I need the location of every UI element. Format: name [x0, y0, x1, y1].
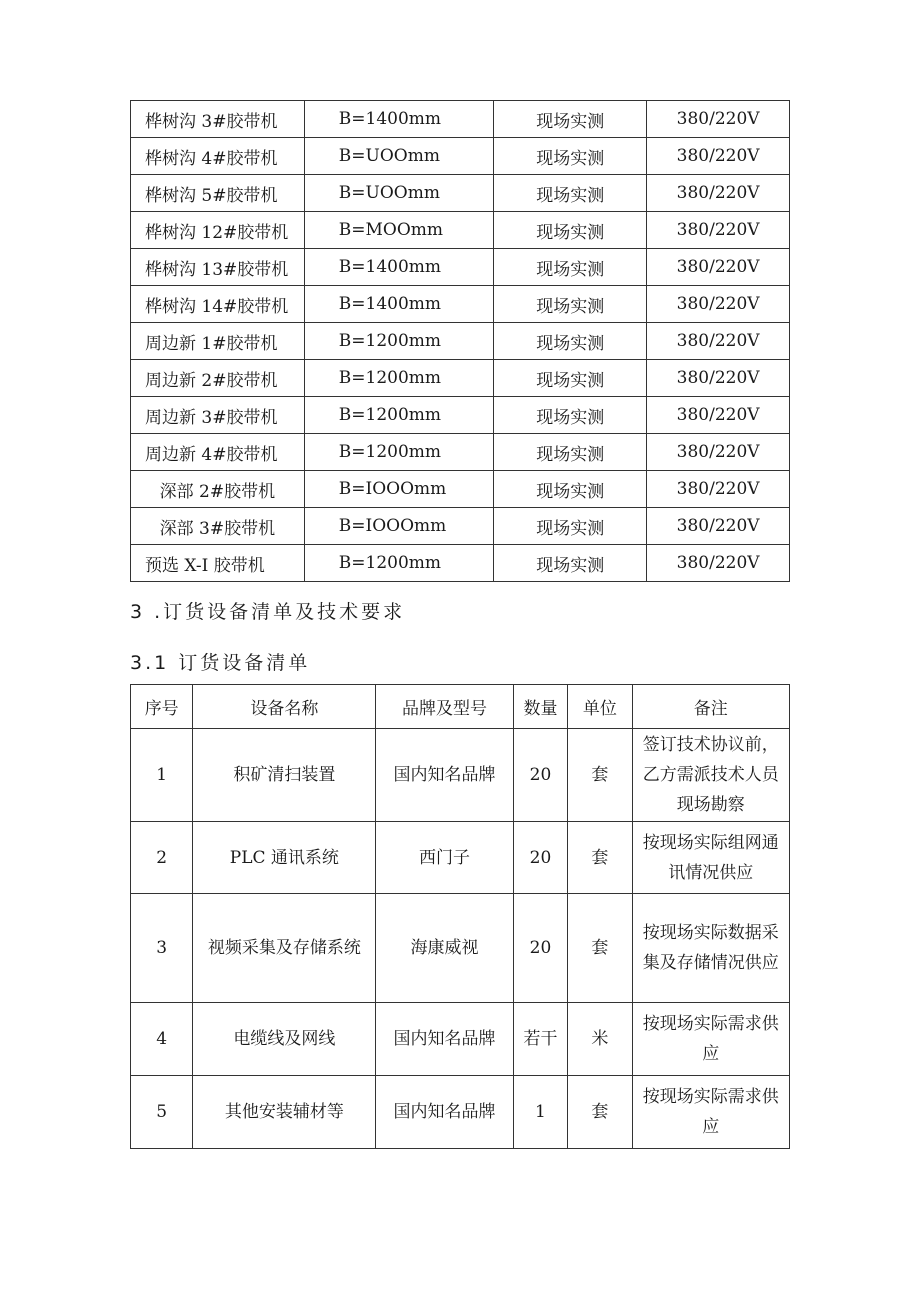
brand-model: 海康威视 [376, 894, 513, 1003]
belt-length: 现场实测 [494, 471, 647, 508]
belt-length: 现场实测 [494, 323, 647, 360]
belt-voltage: 380/220V [647, 434, 790, 471]
belt-length: 现场实测 [494, 397, 647, 434]
table-row [131, 212, 790, 249]
belt-name: 周边新 2#胶带机 [131, 360, 305, 397]
belt-voltage: 380/220V [647, 249, 790, 286]
quantity: 若干 [513, 1003, 568, 1076]
row-index: 2 [131, 822, 193, 894]
belt-length: 现场实测 [494, 545, 647, 582]
table-row [131, 471, 790, 508]
belt-length: 现场实测 [494, 249, 647, 286]
table-row [131, 249, 790, 286]
belt-conveyor-table [130, 100, 790, 582]
belt-width: B=1400mm [304, 286, 493, 323]
quantity: 20 [513, 729, 568, 822]
belt-length: 现场实测 [494, 212, 647, 249]
remarks-line: 按现场实际数据采 [642, 923, 779, 943]
table-row [131, 1003, 790, 1076]
table-row [131, 434, 790, 471]
belt-name: 桦树沟 12#胶带机 [131, 212, 305, 249]
remarks-line: 按现场实际组网通 [642, 832, 779, 853]
table-row [131, 545, 790, 582]
table-row [131, 175, 790, 212]
remarks-line: 乙方需派技术人员 [642, 765, 779, 785]
belt-length: 现场实测 [494, 138, 647, 175]
belt-voltage: 380/220V [647, 212, 790, 249]
belt-name: 桦树沟 5#胶带机 [131, 175, 305, 212]
device-name: 视频采集及存储系统 [193, 894, 376, 1003]
belt-width: B=UOOmm [304, 138, 493, 175]
section-3-1-heading: 3.1 订货设备清单 [130, 652, 311, 674]
belt-voltage: 380/220V [647, 138, 790, 175]
table-row [131, 1076, 790, 1149]
belt-width: B=1200mm [304, 434, 493, 471]
quantity: 20 [513, 822, 568, 894]
device-name: 其他安装辅材等 [193, 1076, 376, 1149]
belt-voltage: 380/220V [647, 175, 790, 212]
belt-name: 预选 X-I 胶带机 [131, 545, 305, 582]
unit: 套 [568, 894, 632, 1003]
row-index: 3 [131, 894, 193, 1003]
belt-name: 周边新 1#胶带机 [131, 323, 305, 360]
remarks-line: 集及存储情况供应 [642, 953, 779, 973]
brand-model: 国内知名品牌 [376, 1003, 513, 1076]
unit: 套 [568, 729, 632, 822]
quantity: 20 [513, 894, 568, 1003]
header-quantity: 数量 [513, 685, 568, 729]
header-unit: 单位 [568, 685, 632, 729]
table-row [131, 138, 790, 175]
row-index: 4 [131, 1003, 193, 1076]
row-index: 5 [131, 1076, 193, 1149]
device-name: 电缆线及网线 [193, 1003, 376, 1076]
belt-name: 桦树沟 13#胶带机 [131, 249, 305, 286]
belt-voltage: 380/220V [647, 101, 790, 138]
belt-length: 现场实测 [494, 175, 647, 212]
header-index: 序号 [131, 685, 193, 729]
belt-name: 桦树沟 14#胶带机 [131, 286, 305, 323]
belt-voltage: 380/220V [647, 286, 790, 323]
belt-voltage: 380/220V [647, 360, 790, 397]
table-row [131, 360, 790, 397]
brand-model: 国内知名品牌 [376, 1076, 513, 1149]
device-name: 积矿清扫装置 [193, 729, 376, 822]
table-row [131, 286, 790, 323]
remarks-line: 现场勘察 [676, 795, 745, 815]
belt-width: B=1200mm [304, 397, 493, 434]
belt-voltage: 380/220V [647, 545, 790, 582]
remarks-line: 应 [702, 1117, 720, 1137]
remarks [632, 1003, 789, 1076]
header-device-name: 设备名称 [193, 685, 376, 729]
table-header-row [131, 685, 790, 729]
belt-width: B=1400mm [304, 249, 493, 286]
belt-voltage: 380/220V [647, 471, 790, 508]
belt-width: B=1200mm [304, 360, 493, 397]
table-row [131, 729, 790, 822]
remarks-line: 按现场实际需求供 [642, 1014, 779, 1034]
belt-length: 现场实测 [494, 508, 647, 545]
belt-width: B=1200mm [304, 545, 493, 582]
device-name: PLC 通讯系统 [193, 822, 376, 894]
remarks-line: 应 [702, 1044, 720, 1064]
belt-name: 周边新 3#胶带机 [131, 397, 305, 434]
belt-width: B=MOOmm [304, 212, 493, 249]
header-remarks: 备注 [632, 685, 789, 729]
remarks-line: 讯情况供应 [668, 862, 754, 883]
belt-length: 现场实测 [494, 434, 647, 471]
belt-name: 桦树沟 3#胶带机 [131, 101, 305, 138]
row-index: 1 [131, 729, 193, 822]
remarks-line: 签订技术协议前， [642, 735, 779, 755]
order-equipment-table [130, 684, 790, 1149]
brand-model: 国内知名品牌 [376, 729, 513, 822]
remarks [632, 729, 789, 822]
belt-width: B=IOOOmm [304, 508, 493, 545]
quantity: 1 [513, 1076, 568, 1149]
remarks [632, 894, 789, 1003]
belt-width: B=1200mm [304, 323, 493, 360]
belt-length: 现场实测 [494, 360, 647, 397]
belt-voltage: 380/220V [647, 508, 790, 545]
belt-width: B=IOOOmm [304, 471, 493, 508]
belt-name: 桦树沟 4#胶带机 [131, 138, 305, 175]
belt-length: 现场实测 [494, 286, 647, 323]
unit: 套 [568, 1076, 632, 1149]
belt-name: 周边新 4#胶带机 [131, 434, 305, 471]
belt-width: B=1400mm [304, 101, 493, 138]
table-row [131, 822, 790, 894]
table-row [131, 397, 790, 434]
header-brand-model: 品牌及型号 [376, 685, 513, 729]
belt-name: 深部 2#胶带机 [131, 471, 305, 508]
table-row [131, 323, 790, 360]
remarks-line: 按现场实际需求供 [642, 1087, 779, 1107]
table-row [131, 894, 790, 1003]
remarks [632, 822, 789, 894]
unit: 套 [568, 822, 632, 894]
belt-voltage: 380/220V [647, 397, 790, 434]
table-row [131, 101, 790, 138]
belt-voltage: 380/220V [647, 323, 790, 360]
belt-name: 深部 3#胶带机 [131, 508, 305, 545]
unit: 米 [568, 1003, 632, 1076]
section-3-heading: 3 .订货设备清单及技术要求 [130, 601, 406, 623]
remarks [632, 1076, 789, 1149]
belt-length: 现场实测 [494, 101, 647, 138]
table-row [131, 508, 790, 545]
belt-width: B=UOOmm [304, 175, 493, 212]
brand-model: 西门子 [376, 822, 513, 894]
